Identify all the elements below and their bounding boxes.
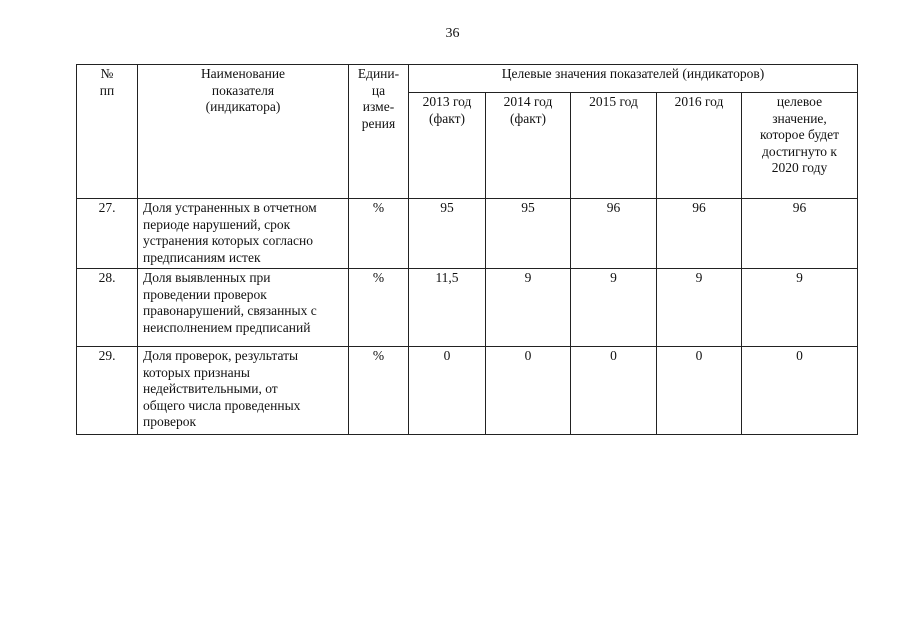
header-year-2013: 2013 год (факт): [409, 93, 486, 199]
row-indicator-name: Доля выявленных при проведении проверок правонарушений, связанных с неисполнением предписаний: [138, 269, 349, 347]
row-value-2015: 9: [571, 269, 657, 347]
row-value-2016: 9: [657, 269, 742, 347]
row-value-2016: 96: [657, 199, 742, 269]
row-number: 29.: [77, 347, 138, 435]
row-value-2013: 0: [409, 347, 486, 435]
table-row: [77, 269, 858, 347]
header-year-2015: 2015 год: [571, 93, 657, 199]
header-year-2016: 2016 год: [657, 93, 742, 199]
row-number: 27.: [77, 199, 138, 269]
row-value-2020: 9: [742, 269, 858, 347]
row-value-2014: 0: [486, 347, 571, 435]
row-value-2016: 0: [657, 347, 742, 435]
row-value-2013: 11,5: [409, 269, 486, 347]
row-value-2015: 0: [571, 347, 657, 435]
row-number: 28.: [77, 269, 138, 347]
row-value-2014: 9: [486, 269, 571, 347]
row-indicator-name: Доля проверок, результаты которых признаны недействительными, от общего числа проведенных проверок: [138, 347, 349, 435]
header-number: № пп: [77, 65, 138, 199]
table-row: [77, 199, 858, 269]
table-row: [77, 347, 858, 435]
row-value-2020: 96: [742, 199, 858, 269]
row-indicator-name: Доля устраненных в отчетном периоде нарушений, срок устранения которых согласно предписаниям истек: [138, 199, 349, 269]
indicators-table: [76, 64, 858, 435]
row-unit: %: [349, 199, 409, 269]
row-unit: %: [349, 269, 409, 347]
row-unit: %: [349, 347, 409, 435]
row-value-2013: 95: [409, 199, 486, 269]
header-row-1: [77, 65, 858, 93]
page-number: 36: [445, 26, 460, 41]
header-target-2020: целевое значение, которое будет достигнуто к 2020 году: [742, 93, 858, 199]
header-targets-group: Целевые значения показателей (индикаторов): [409, 65, 858, 93]
row-value-2014: 95: [486, 199, 571, 269]
row-value-2015: 96: [571, 199, 657, 269]
row-value-2020: 0: [742, 347, 858, 435]
header-name: Наименование показателя (индикатора): [138, 65, 349, 199]
header-unit: Едини- ца изме- рения: [349, 65, 409, 199]
header-year-2014: 2014 год (факт): [486, 93, 571, 199]
